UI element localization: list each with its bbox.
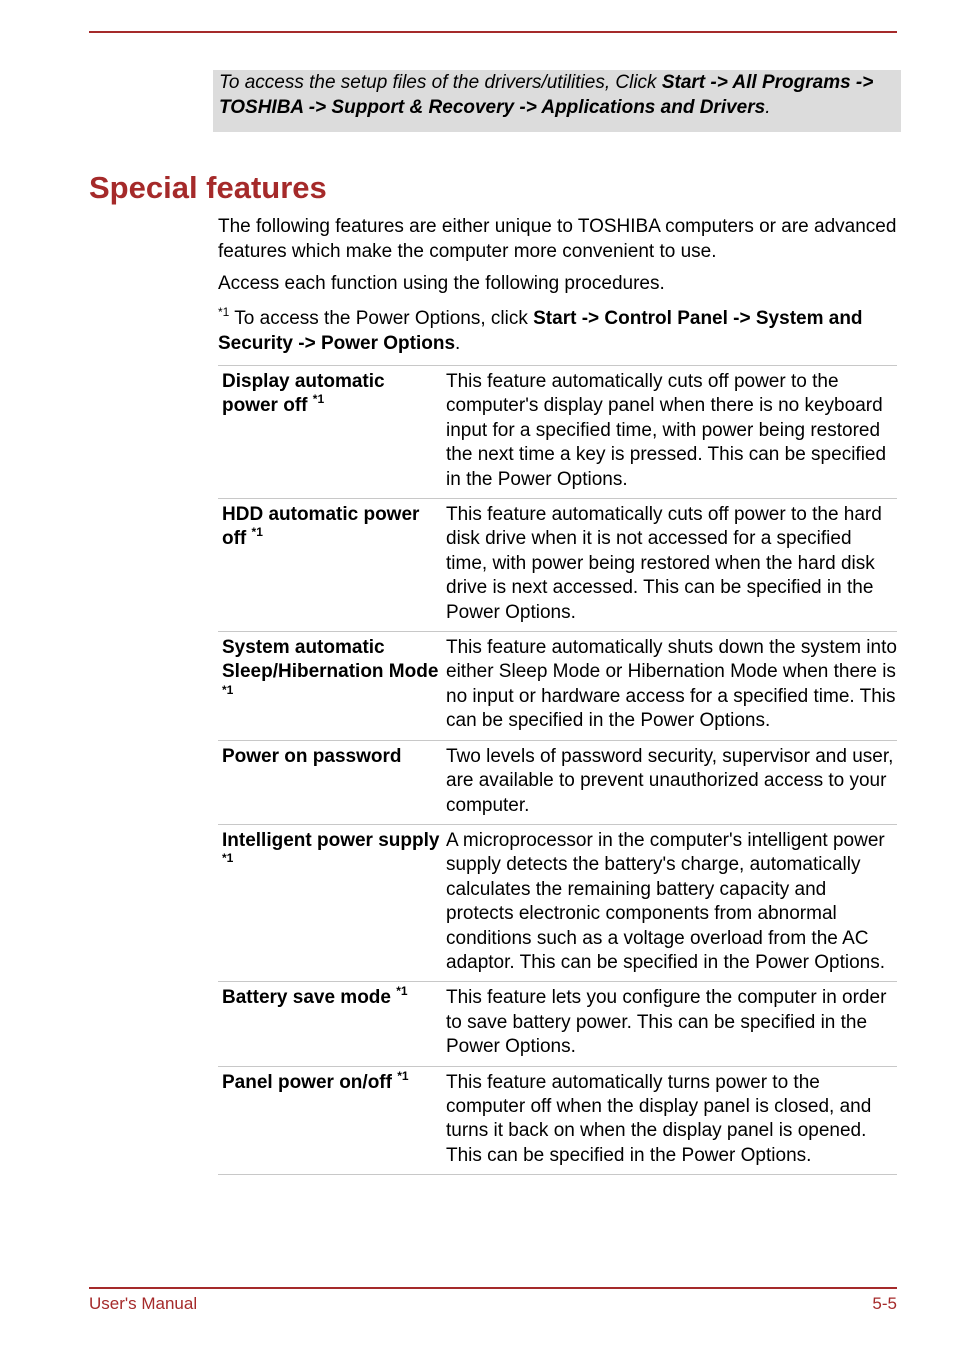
footnote-paragraph	[218, 307, 898, 356]
header-rule	[89, 31, 897, 33]
feature-description: This feature automatically cuts off power to the computer's display panel when there is no keyboard input for a specified time, with power being restored the next time a key is pressed. This can be specified in the Power Options.	[446, 371, 887, 490]
feature-description: This feature automatically turns power to the computer off when the display panel is closed, and turns it back on when the display panel is opened. This can be specified in the Power Options.	[446, 1071, 872, 1166]
feature-name: Intelligent power supply	[222, 829, 440, 851]
feature-name-cell	[218, 986, 442, 1059]
feature-footnote-mark: *1	[397, 1068, 409, 1083]
footnote-path: Start -> Control Panel -> System and Security -> Power Options	[218, 308, 863, 354]
footnote-end: .	[455, 332, 461, 354]
feature-name-cell	[218, 503, 442, 625]
note-path: Start -> All Programs -> TOSHIBA -> Support & Recovery -> Applications and Drivers	[219, 72, 874, 118]
feature-name: Power on password	[222, 745, 402, 767]
access-paragraph: Access each function using the following procedures.	[218, 273, 665, 294]
feature-description: This feature automatically shuts down the system into either Sleep Mode or Hibernation Mode when there is no input or hardware access for a specified time. This can be specified in the Power Options.	[446, 637, 897, 732]
table-row	[218, 982, 897, 1066]
feature-name: Battery save mode	[222, 987, 391, 1009]
note-box	[213, 70, 901, 132]
table-row	[218, 632, 897, 741]
feature-name-cell	[218, 636, 442, 734]
feature-name: HDD automatic power off	[222, 504, 420, 550]
feature-name: System automatic Sleep/Hibernation Mode	[222, 637, 439, 683]
table-row	[218, 366, 897, 499]
footer-manual-title: User's Manual	[89, 1294, 198, 1313]
table-row	[218, 741, 897, 825]
feature-footnote-mark: *1	[251, 525, 263, 540]
feature-description: This feature lets you configure the computer in order to save battery power. This can be specified in the Power Options.	[446, 987, 887, 1058]
page-number: 5-5	[872, 1294, 897, 1313]
feature-footnote-mark: *1	[222, 851, 234, 866]
feature-name: Display automatic power off	[222, 371, 385, 417]
feature-name-cell	[218, 370, 442, 492]
feature-description: This feature automatically cuts off power to the hard disk drive when it is not accessed for a specified time, with power being restored when the hard disk drive is next accessed. This can be specified in the Power Options.	[446, 504, 882, 623]
feature-footnote-mark: *1	[396, 984, 408, 999]
table-row	[218, 499, 897, 632]
feature-footnote-mark: *1	[312, 392, 325, 407]
table-row	[218, 1067, 897, 1176]
note-text: To access the setup files of the drivers/utilities, Click	[219, 72, 662, 93]
feature-description: Two levels of password security, supervisor and user, are available to prevent unauthorized access to your computer.	[446, 745, 894, 816]
feature-description: A microprocessor in the computer's intelligent power supply detects the battery's charge, automatically calculates the remaining battery capacity and protects electronic components from abnormal conditions such as a voltage overload from the AC adaptor. This can be specified in the Power Options.	[446, 829, 886, 973]
footer-rule	[89, 1287, 897, 1289]
feature-name: Panel power on/off	[222, 1071, 392, 1093]
table-row	[218, 825, 897, 982]
feature-name-cell	[218, 1068, 442, 1169]
footnote-mark: *1	[218, 305, 230, 319]
feature-table	[218, 365, 897, 1175]
feature-name-cell	[218, 745, 442, 818]
intro-paragraph: The following features are either unique to TOSHIBA computers or are advanced features which make the computer more convenient to use.	[218, 216, 897, 262]
section-title: Special features	[89, 170, 327, 205]
feature-footnote-mark: *1	[222, 682, 234, 697]
note-end: .	[765, 97, 771, 118]
footnote-text: To access the Power Options, click	[229, 308, 534, 329]
feature-name-cell	[218, 829, 442, 975]
